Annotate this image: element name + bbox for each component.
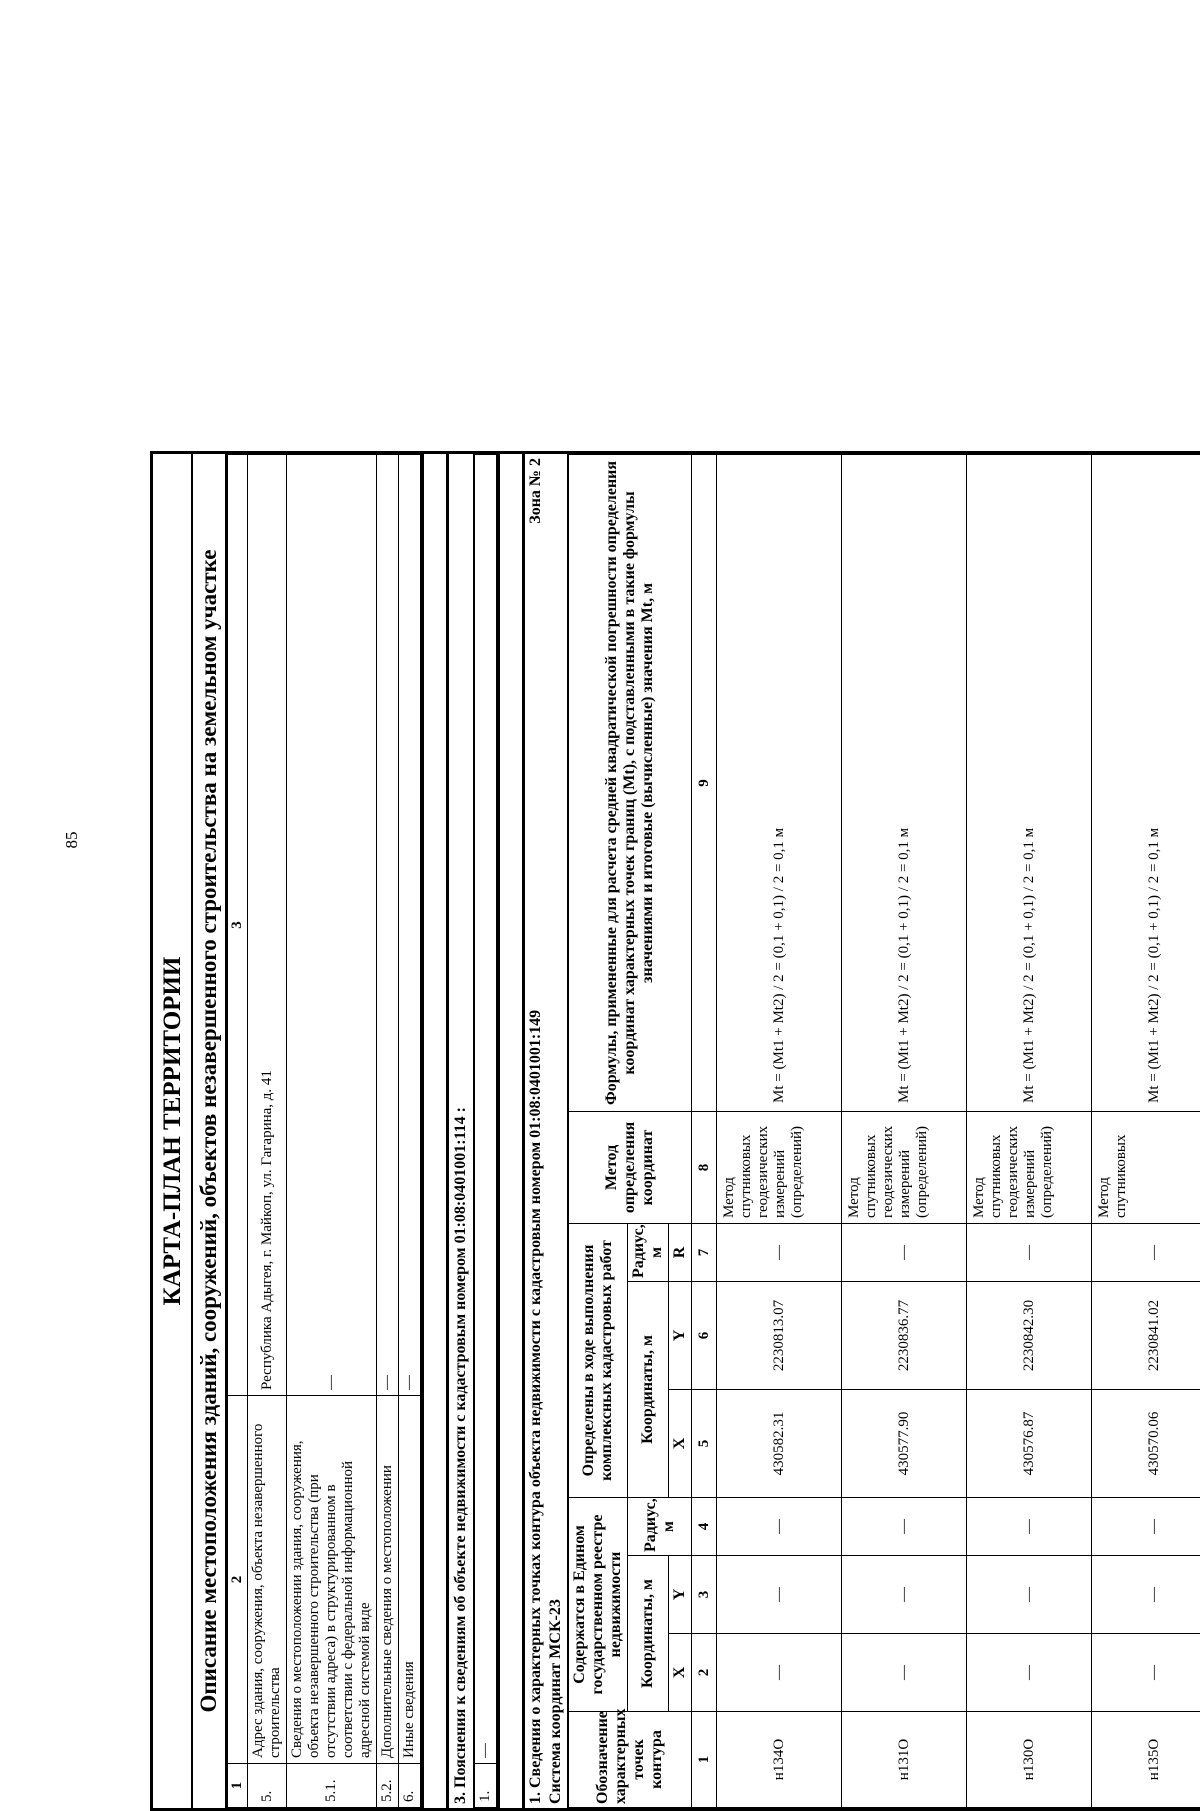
point-designation: н130О — [967, 1712, 1092, 1808]
egrn-x: — — [1092, 1634, 1200, 1712]
egrn-y: — — [967, 1556, 1092, 1634]
egrn-y: — — [1092, 1556, 1200, 1634]
header-egrn: Содержатся в Едином государственном реестре недвижимости — [569, 1497, 628, 1711]
coord-x: 430582.31 — [717, 1389, 842, 1497]
coordinate-system: Система координат МСК-23 — [547, 454, 568, 1808]
header-designation: Обозначение характерных точек контура — [569, 1712, 692, 1808]
col-number: 8 — [692, 1111, 717, 1223]
explanations-row — [475, 455, 497, 1808]
col-number: 1 — [692, 1712, 717, 1808]
egrn-r: — — [1092, 1497, 1200, 1555]
radius: — — [967, 1223, 1092, 1281]
formula: Mt = (Mt1 + Mt2) / 2 = (0,1 + 0,1) / 2 = 0,1 м — [842, 455, 967, 1112]
egrn-y: — — [717, 1556, 842, 1634]
section1-heading: 1. Сведения о характерных точках контура объекта недвижимости с кадастровым номером 01:08:0401001:149 — [527, 1010, 545, 1804]
header-egrn-y: Y — [669, 1556, 692, 1634]
col-number: 5 — [692, 1389, 717, 1497]
location-table-header — [228, 455, 248, 1808]
location-row-other — [399, 455, 421, 1808]
table-row — [967, 455, 1092, 1808]
location-col-2: 2 — [228, 1396, 248, 1764]
row-label: Дополнительные сведения о местоположении — [377, 1396, 399, 1764]
location-table — [227, 454, 421, 1808]
document-title: КАРТА-ПЛАН ТЕРРИТОРИИ — [153, 454, 193, 1808]
col-number: 7 — [692, 1223, 717, 1281]
egrn-r: — — [842, 1497, 967, 1555]
rotated-document — [150, 451, 1186, 1811]
method: Метод спутниковых — [1092, 1111, 1200, 1223]
radius: — — [1092, 1223, 1200, 1281]
row-number: 5.1. — [287, 1764, 377, 1808]
location-col-1: 1 — [228, 1764, 248, 1808]
col-number: 2 — [692, 1634, 717, 1712]
location-col-3: 3 — [228, 455, 248, 1396]
coord-y: 2230841.02 — [1092, 1281, 1200, 1389]
description-sheet — [150, 451, 424, 1811]
coord-x: 430577.90 — [842, 1389, 967, 1497]
page-number: 85 — [52, 820, 92, 860]
egrn-x: — — [967, 1634, 1092, 1712]
location-row-additional — [377, 455, 399, 1808]
header-formulas: Формулы, примененные для расчета средней квадратической погрешности определения координат характерных точек границ (Mt), с подставленными в такие формулы значениями и итоговые (вычисленные) значения Mt, м — [569, 455, 692, 1112]
document-subtitle: Описание местоположения зданий, сооружений, объектов незавершенного строительства на земельном участке — [193, 454, 227, 1808]
header-det-coords: Координаты, м — [628, 1281, 669, 1497]
method: Метод спутниковых геодезических измерений (определений) — [967, 1111, 1092, 1223]
col-number: 6 — [692, 1281, 717, 1389]
col-number: 4 — [692, 1497, 717, 1555]
coord-y: 2230842.30 — [967, 1281, 1092, 1389]
row-number: 1. — [475, 1764, 497, 1808]
egrn-x: — — [717, 1634, 842, 1712]
formula: Mt = (Mt1 + Mt2) / 2 = (0,1 + 0,1) / 2 = 0,1 м — [717, 455, 842, 1112]
egrn-x: — — [842, 1634, 967, 1712]
radius: — — [842, 1223, 967, 1281]
header-det-radius: Радиус, м — [628, 1223, 669, 1281]
egrn-r: — — [717, 1497, 842, 1555]
coord-x: 430570.06 — [1092, 1389, 1200, 1497]
header-det-r: R — [669, 1223, 692, 1281]
coord-y: 2230813.07 — [717, 1281, 842, 1389]
coord-x: 430576.87 — [967, 1389, 1092, 1497]
zone-label: Зона № 2 — [527, 458, 545, 524]
formula: Mt = (Mt1 + Mt2) / 2 = (0,1 + 0,1) / 2 = 0,1 м — [967, 455, 1092, 1112]
points-sheet — [522, 451, 1200, 1811]
location-row-address — [248, 455, 287, 1808]
row-value: — — [399, 455, 421, 1396]
row-number: 5. — [248, 1764, 287, 1808]
row-value: — — [287, 455, 377, 1396]
header-egrn-x: X — [669, 1634, 692, 1712]
header-method: Метод определения координат — [569, 1111, 692, 1223]
coord-y: 2230836.77 — [842, 1281, 967, 1389]
egrn-y: — — [842, 1556, 967, 1634]
point-designation: н131О — [842, 1712, 967, 1808]
table-row — [842, 455, 967, 1808]
formula: Mt = (Mt1 + Mt2) / 2 = (0,1 + 0,1) / 2 = 0,1 м — [1092, 455, 1200, 1112]
row-label: Адрес здания, сооружения, объекта незавершенного строительства — [248, 1396, 287, 1764]
section1-heading-row — [525, 454, 547, 1808]
row-label: Иные сведения — [399, 1396, 421, 1764]
explanations-table — [474, 454, 497, 1808]
header-egrn-coords: Координаты, м — [628, 1556, 669, 1712]
row-value: — — [377, 455, 399, 1396]
header-det-y: Y — [669, 1281, 692, 1389]
method: Метод спутниковых геодезических измерений (определений) — [842, 1111, 967, 1223]
col-number: 3 — [692, 1556, 717, 1634]
radius: — — [717, 1223, 842, 1281]
method: Метод спутниковых геодезических измерений (определений) — [717, 1111, 842, 1223]
column-numbers-row — [692, 455, 717, 1808]
row-number: 6. — [399, 1764, 421, 1808]
row-value: Республика Адыгея, г. Майкоп, ул. Гагарина, д. 41 — [248, 455, 287, 1396]
spacer — [500, 451, 522, 1811]
egrn-r: — — [967, 1497, 1092, 1555]
spacer — [424, 451, 446, 1811]
table-row — [717, 455, 842, 1808]
explanations-sheet — [446, 451, 500, 1811]
header-egrn-radius: Радиус, м — [628, 1497, 692, 1555]
table-row — [1092, 455, 1200, 1808]
row-number: 5.2. — [377, 1764, 399, 1808]
row-value: — — [475, 455, 497, 1764]
col-number: 9 — [692, 455, 717, 1112]
header-det-x: X — [669, 1389, 692, 1497]
row-label: Сведения о местоположении здания, сооружения, объекта незавершенного строительства (при отсутствии адреса) в структурированном в соответствии с федеральной информационной адресной системой виде — [287, 1396, 377, 1764]
points-table — [568, 454, 1200, 1808]
location-row-structured — [287, 455, 377, 1808]
point-designation: н134О — [717, 1712, 842, 1808]
points-header-row-1 — [569, 455, 628, 1808]
header-determined: Определены в ходе выполнения комплексных кадастровых работ — [569, 1223, 628, 1497]
section3-heading: 3. Пояснения к сведениям об объекте недвижимости с кадастровым номером 01:08:0401001:114 : — [449, 454, 474, 1808]
point-designation: н135О — [1092, 1712, 1200, 1808]
